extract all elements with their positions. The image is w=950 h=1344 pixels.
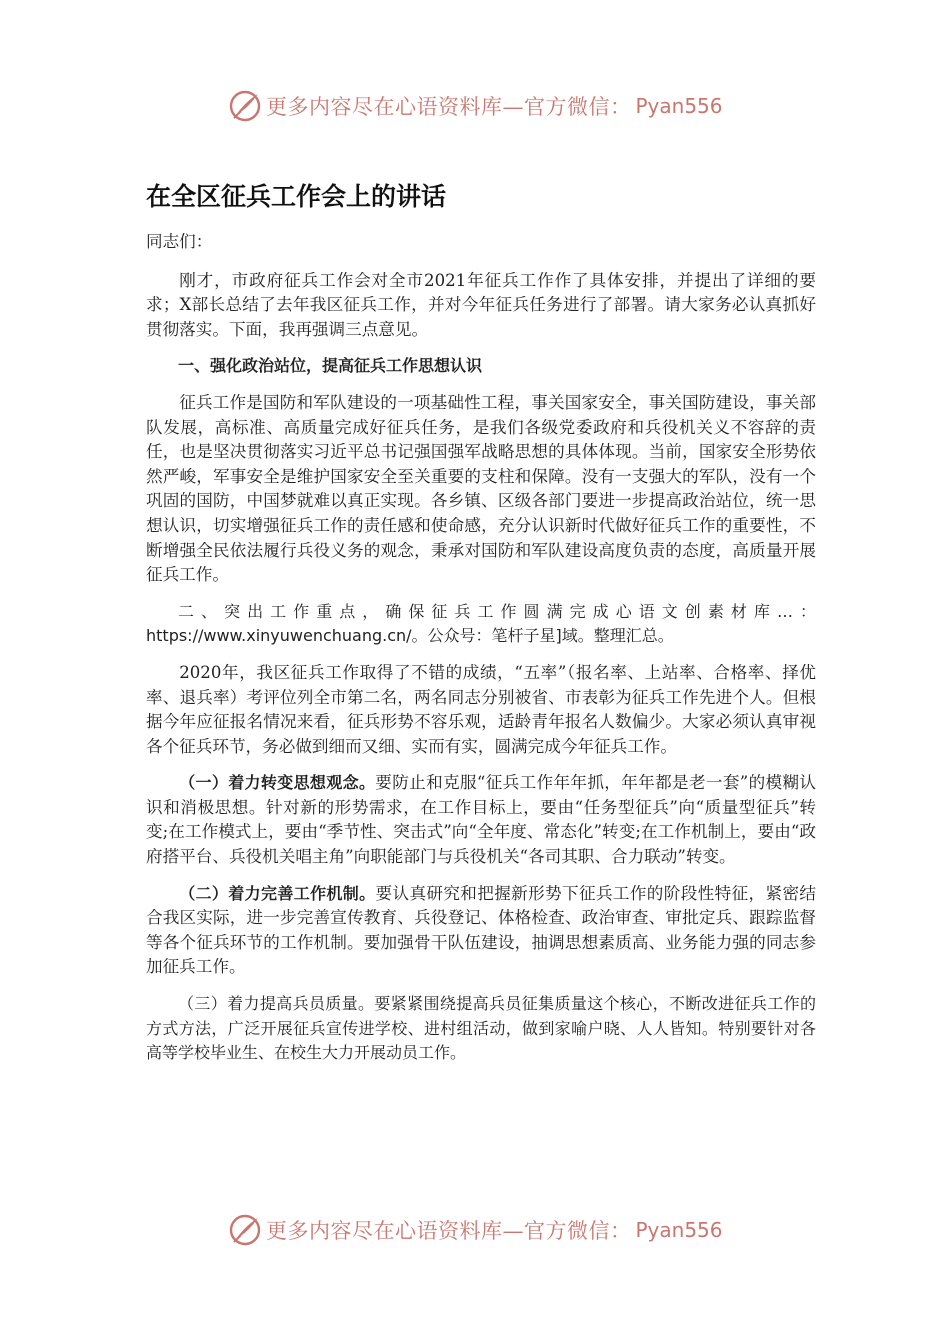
banner-text: 更多内容尽在心语资料库—官方微信： <box>266 1219 632 1243</box>
item-1-body: 要防止和克服“征兵工作年年抓，年年都是老一套”的模糊认识和消极思想。针对新的形势需求，在工作目标上，要由“任务型征兵”向“质量型征兵”转变;在工作模式上，要由“季节性、突击式”向“全年度、常态化”转变;在工作机制上，要由“政府搭平台、兵役机关唱主角”向职能部门与兵役机关“各司其职、合力联动”转变。 <box>146 773 816 867</box>
footer-banner <box>228 1210 748 1250</box>
document-body <box>146 230 816 1078</box>
item-2-paragraph <box>146 882 816 980</box>
item-1-paragraph <box>146 771 816 869</box>
banner-wechat-id: Pyan556 <box>635 1218 723 1242</box>
section-1-paragraph: 征兵工作是国防和军队建设的一项基础性工程，事关国家安全，事关国防建设，事关部队发展，高标准、高质量完成好征兵任务，是我们各级党委政府和兵役机关义不容辞的责任，也是坚决贯彻落实习近平总书记强国强军战略思想的具体体现。当前，国家安全形势依然严峻，军事安全是维护国家安全至关重要的支柱和保障。没有一支强大的军队，没有一个巩固的国防，中国梦就难以真正实现。各乡镇、区级各部门要进一步提高政治站位，统一思想认识，切实增强征兵工作的责任感和使命感，充分认识新时代做好征兵工作的重要性，不断增强全民依法履行兵役义务的观念，秉承对国防和军队建设高度负责的态度，高质量开展征兵工作。 <box>146 392 816 585</box>
banner-wechat-id: Pyan556 <box>635 94 723 118</box>
item-2-lead: （二）着力完善工作机制。 <box>179 883 376 903</box>
intro-paragraph: 刚才，市政府征兵工作会对全市2021年征兵工作作了具体安排，并提出了详细的要求；X部长总结了去年我区征兵工作，并对今年征兵任务进行了部署。请大家务必认真抓好贯彻落实。下面，我再强调三点意见。 <box>146 270 816 339</box>
item-3-paragraph: （三）着力提高兵员质量。要紧紧围绕提高兵员征集质量这个核心，不断改进征兵工作的方式方法，广泛开展征兵宣传进学校、进村组活动，做到家喻户晓、人人皆知。特别要针对各高等学校毕业生、在校生大力开展动员工作。 <box>146 994 816 1063</box>
section-2-heading: 二、突出工作重点，确保征兵工作圆满完成心语文创素材库…：https://www.xinyuwenchuang.cn/。公众号：笔杆子星]域。整理汇总。 <box>146 601 816 646</box>
quill-logo-icon <box>228 89 262 123</box>
section-2-paragraph: 2020年，我区征兵工作取得了不错的成绩，“五率”（报名率、上站率、合格率、择优率、退兵率）考评位列全市第二名，两名同志分别被省、市表彰为征兵工作先进个人。但根据今年应征报名情况来看，征兵形势不容乐观，适龄青年报名人数偏少。大家必须认真审视各个征兵环节，务必做到细而又细、实而有实，圆满完成今年征兵工作。 <box>146 662 816 756</box>
salutation: 同志们： <box>146 232 213 251</box>
banner-text: 更多内容尽在心语资料库—官方微信： <box>266 95 632 119</box>
section-1-heading: 一、强化政治站位，提高征兵工作思想认识 <box>178 356 483 376</box>
document-title: 在全区征兵工作会上的讲话 <box>146 182 447 211</box>
quill-logo-icon <box>228 1213 262 1247</box>
item-1-lead: （一）着力转变思想观念。 <box>179 773 376 793</box>
header-banner <box>228 86 748 126</box>
item-2-body: 要认真研究和把握新形势下征兵工作的阶段性特征，紧密结合我区实际，进一步完善宣传教育、兵役登记、体格检查、政治审查、审批定兵、跟踪监督等各个征兵环节的工作机制。要加强骨干队伍建设，抽调思想素质高、业务能力强的同志参加征兵工作。 <box>146 883 816 977</box>
